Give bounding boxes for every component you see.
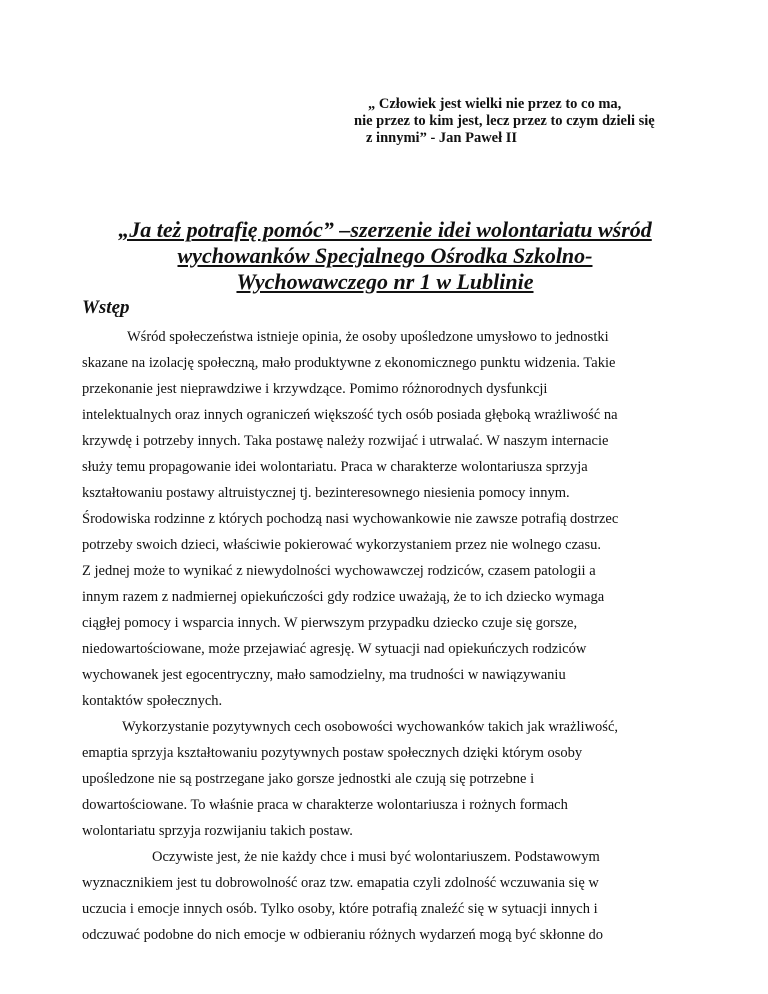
document-title [60, 217, 710, 295]
body-text [82, 324, 702, 948]
paragraph-line: Z jednej może to wynikać z niewydolności wychowawczej rodziców, czasem patologii a [82, 563, 596, 579]
paragraph-line: kontaktów społecznych. [82, 693, 223, 709]
paragraph-line: Wykorzystanie pozytywnych cech osobowości wychowanków takich jak wrażliwość, [122, 719, 619, 735]
epigraph-line: nie przez to kim jest, lecz przez to czym dzieli się [354, 113, 655, 129]
paragraph-line: Oczywiste jest, że nie każdy chce i musi być wolontariuszem. Podstawowym [152, 849, 600, 865]
paragraph-line: intelektualnych oraz innych ograniczeń większość tych osób posiada głęboką wrażliwość na [82, 407, 618, 423]
paragraph-line: dowartościowane. To właśnie praca w charakterze wolontariusza i rożnych formach [82, 797, 568, 813]
paragraph-line: krzywdę i potrzeby innych. Taka postawę należy rozwijać i utrwalać. W naszym internacie [82, 433, 609, 449]
paragraph-line: Wśród społeczeństwa istnieje opinia, że osoby upośledzone umysłowo to jednostki [127, 329, 609, 345]
paragraph-line: kształtowaniu postawy altruistycznej tj. bezinteresownego niesienia pomocy innym. [82, 485, 570, 501]
paragraph-line: przekonanie jest nieprawdziwe i krzywdzące. Pomimo różnorodnych dysfunkcji [82, 381, 548, 397]
paragraph-line: skazane na izolację społeczną, mało produktywne z ekonomicznego punktu widzenia. Takie [82, 355, 616, 371]
paragraph-line: wychowanek jest egocentryczny, mało samodzielny, ma trudności w nawiązywaniu [82, 667, 566, 683]
epigraph-line: „ Człowiek jest wielki nie przez to co ma, [368, 96, 622, 112]
paragraph-line: ciągłej pomocy i wsparcia innych. W pierwszym przypadku dziecko czuje się gorsze, [82, 615, 578, 631]
epigraph-quote [340, 96, 740, 147]
paragraph-line: uczucia i emocje innych osób. Tylko osoby, które potrafią znaleźć się w sytuacji innych i [82, 901, 598, 917]
paragraph-line: emaptia sprzyja kształtowaniu pozytywnych postaw społecznych dzięki którym osoby [82, 745, 583, 761]
paragraph-line: innym razem z nadmiernej opiekuńczości gdy rodzice uważają, że to ich dziecko wymaga [82, 589, 605, 605]
paragraph-line: niedowartościowane, może przejawiać agresję. W sytuacji nad opiekuńczych rodziców [82, 641, 587, 657]
paragraph-line: wyznacznikiem jest tu dobrowolność oraz tzw. emapatia czyli zdolność wczuwania się w [82, 875, 599, 891]
title-line: Wychowawczego nr 1 w Lublinie [236, 269, 534, 294]
paragraph-line: upośledzone nie są postrzegane jako gorsze jednostki ale czują się potrzebne i [82, 771, 535, 787]
title-line: wychowanków Specjalnego Ośrodka Szkolno- [177, 243, 593, 268]
paragraph-line: służy temu propagowanie idei wolontariatu. Praca w charakterze wolontariusza sprzyja [82, 459, 588, 475]
paragraph-line: wolontariatu sprzyja rozwijaniu takich postaw. [82, 823, 353, 839]
title-line: „Ja też potrafię pomóc” –szerzenie idei wolontariatu wśród [118, 217, 652, 242]
epigraph-line: z innymi” - Jan Paweł II [366, 130, 518, 146]
paragraph-line: odczuwać podobne do nich emocje w odbieraniu różnych wydarzeń mogą być skłonne do [82, 927, 604, 943]
paragraph-line: potrzeby swoich dzieci, właściwie pokierować wykorzystaniem przez nie wolnego czasu. [82, 537, 601, 553]
paragraph-line: Środowiska rodzinne z których pochodzą nasi wychowankowie nie zawsze potrafią dostrzec [82, 511, 619, 527]
section-heading: Wstęp [82, 297, 130, 318]
